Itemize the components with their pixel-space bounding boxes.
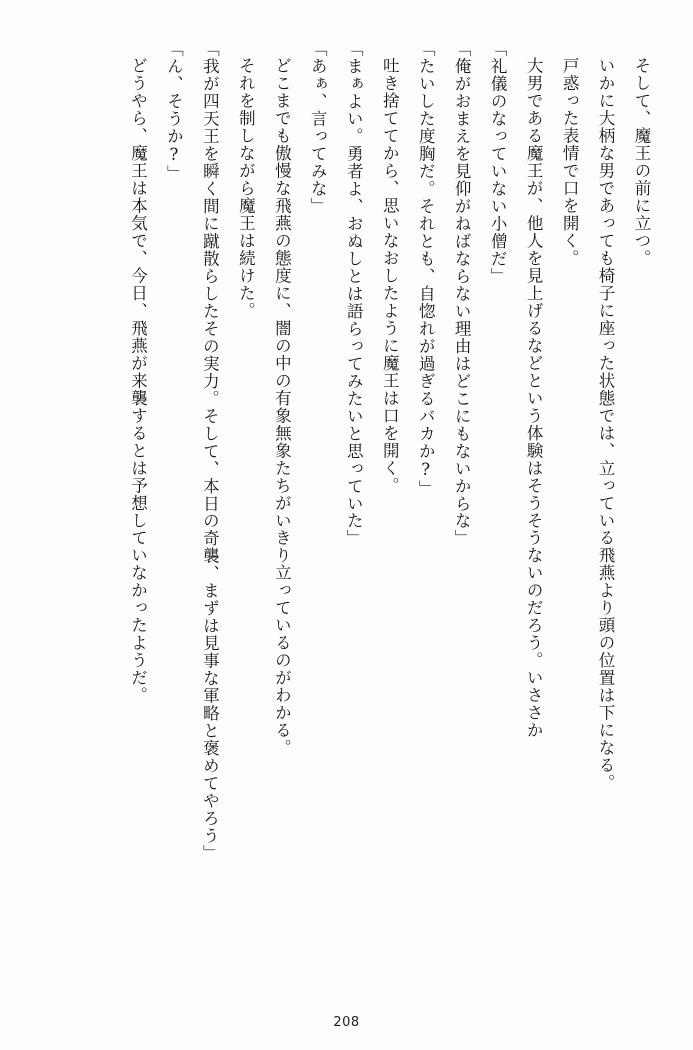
paragraph: どこまでも傲慢な飛燕の態度に、闇の中の有象無象たちがいきり立っているのがわかる。 (272, 56, 292, 757)
paragraph: 「我が四天王を瞬く間に蹴散らしたその実力。そして、本日の奇襲、まずは見事な軍略と褒めてやろう」 (200, 40, 220, 863)
paragraph: 「まぁよい。勇者よ、おぬしとは語らってみたいと思っていた」 (344, 40, 364, 548)
paragraph: 大男である魔王が、他人を見上げるなどという体験はそうそうないのだろう。いささか (524, 56, 544, 739)
page-number: 208 (333, 1015, 360, 1030)
paragraph: 「ん、そうか?」 (164, 40, 184, 183)
paragraph: いかに大柄な男であっても椅子に座った状態では、立っている飛燕より頭の位置は下になる。 (596, 56, 616, 792)
paragraph: それを制しながら魔王は続けた。 (236, 56, 256, 319)
paragraph: 戸惑った表情で口を開く。 (560, 56, 580, 267)
paragraph: そして、魔王の前に立つ。 (632, 56, 651, 267)
paragraph: 「たいした度胸だ。それとも、自惚れが過ぎるバカか?」 (416, 40, 436, 498)
paragraph: 吐き捨ててから、思いなおしたように魔王は口を開く。 (380, 56, 400, 494)
vertical-text-body (39, 40, 659, 970)
paragraph: 「あぁ、言ってみな」 (308, 40, 328, 215)
paragraph: どうやら、魔王は本気で、今日、飛燕が来襲するとは予想していなかったようだ。 (128, 56, 148, 704)
paragraph: 「礼儀のなっていない小僧だ」 (488, 40, 508, 285)
paragraph: 「俺がおまえを見仰がねばならない理由はどこにもないからな」 (452, 40, 472, 548)
